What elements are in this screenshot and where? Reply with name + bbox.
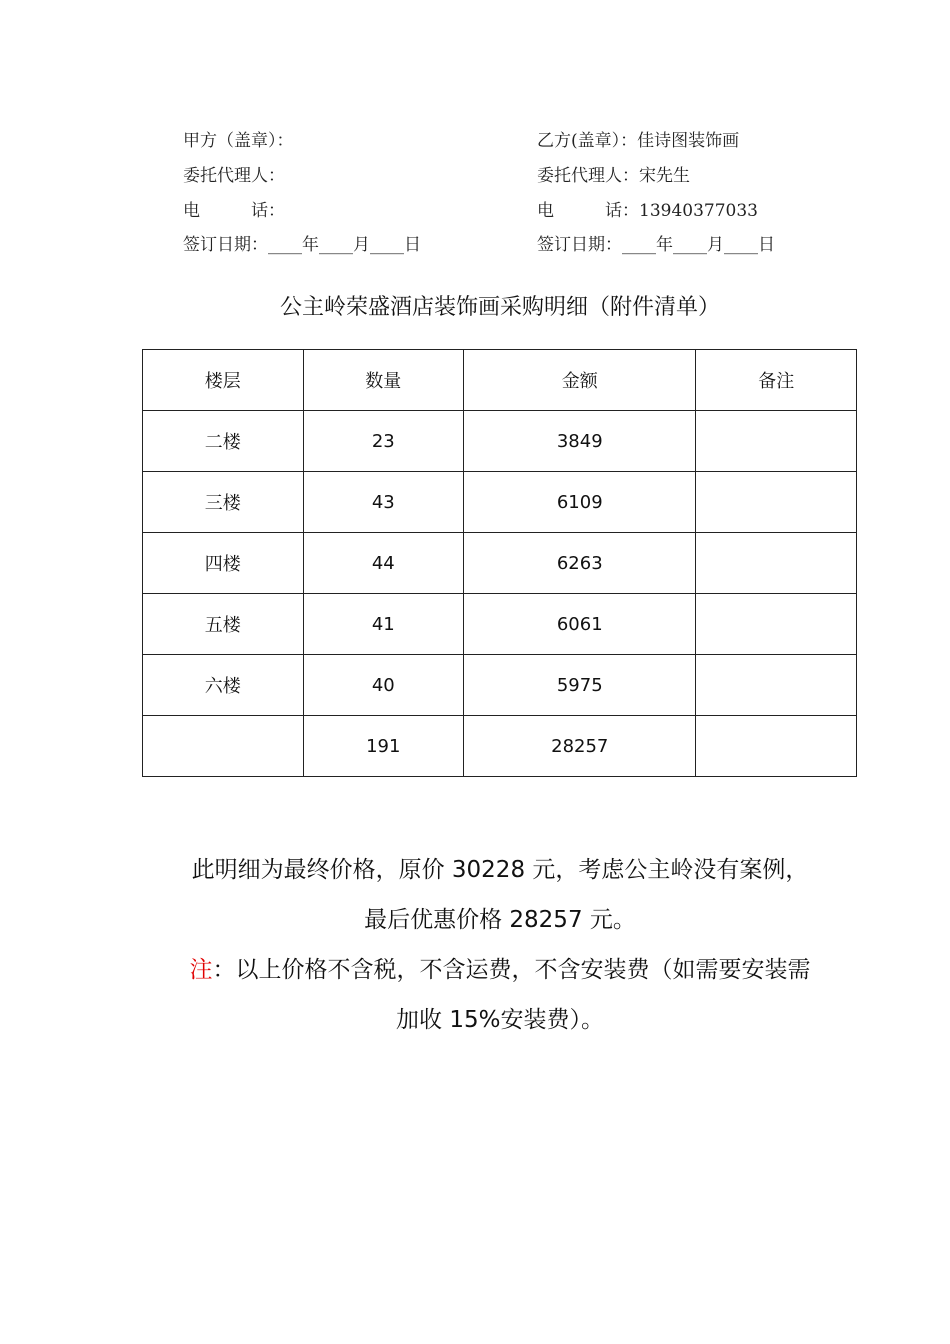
cell-quantity: 44 [303,533,464,594]
cell-floor: 五楼 [143,594,304,655]
summary-note [120,945,880,995]
table-header-row [143,350,857,411]
cell-floor: 二楼 [143,411,304,472]
purchase-detail-table [142,349,857,777]
header-quantity: 数量 [303,350,464,411]
summary-text [120,845,880,1045]
party-b-date: 签订日期：____年____月____日 [537,235,775,255]
table-row [143,472,857,533]
party-a-date: 签订日期：____年____月____日 [183,235,421,255]
page-title: 公主岭荣盛酒店装饰画采购明细（附件清单） [279,295,720,320]
cell-amount: 6109 [464,472,696,533]
cell-quantity: 43 [303,472,464,533]
party-b-phone: 电 话：13940377033 [537,201,758,221]
cell-amount: 3849 [464,411,696,472]
cell-quantity: 41 [303,594,464,655]
cell-amount: 6061 [464,594,696,655]
cell-remark [696,655,857,716]
party-a-phone: 电 话： [183,201,285,221]
party-a-seal: 甲方（盖章）： [183,131,294,151]
cell-floor: 四楼 [143,533,304,594]
cell-quantity: 40 [303,655,464,716]
cell-floor: 六楼 [143,655,304,716]
table-row [143,411,857,472]
summary-line-1: 此明细为最终价格，原价 30228 元，考虑公主岭没有案例， [191,857,809,883]
note-text: ：以上价格不含税，不含运费，不含安装费（如需要安装需 [212,957,811,983]
header-amount: 金额 [464,350,696,411]
summary-line-2: 最后优惠价格 28257 元。 [364,907,636,933]
cell-remark [696,472,857,533]
cell-remark [696,533,857,594]
cell-remark [696,594,857,655]
table-total-row [143,716,857,777]
table-row [143,533,857,594]
table-row [143,594,857,655]
header-remark: 备注 [696,350,857,411]
party-a-agent: 委托代理人： [183,166,285,186]
cell-remark [696,716,857,777]
summary-note-line-2: 加收 15%安装费）。 [396,1007,604,1033]
cell-quantity: 23 [303,411,464,472]
party-b-seal: 乙方(盖章）：佳诗图装饰画 [537,131,740,151]
table-row [143,655,857,716]
cell-amount: 6263 [464,533,696,594]
note-prefix: 注 [189,957,213,983]
cell-remark [696,411,857,472]
party-b-agent: 委托代理人：宋先生 [537,166,690,186]
cell-amount: 5975 [464,655,696,716]
header-floor: 楼层 [143,350,304,411]
cell-total-amount: 28257 [464,716,696,777]
cell-total-quantity: 191 [303,716,464,777]
cell-floor: 三楼 [143,472,304,533]
cell-floor [143,716,304,777]
